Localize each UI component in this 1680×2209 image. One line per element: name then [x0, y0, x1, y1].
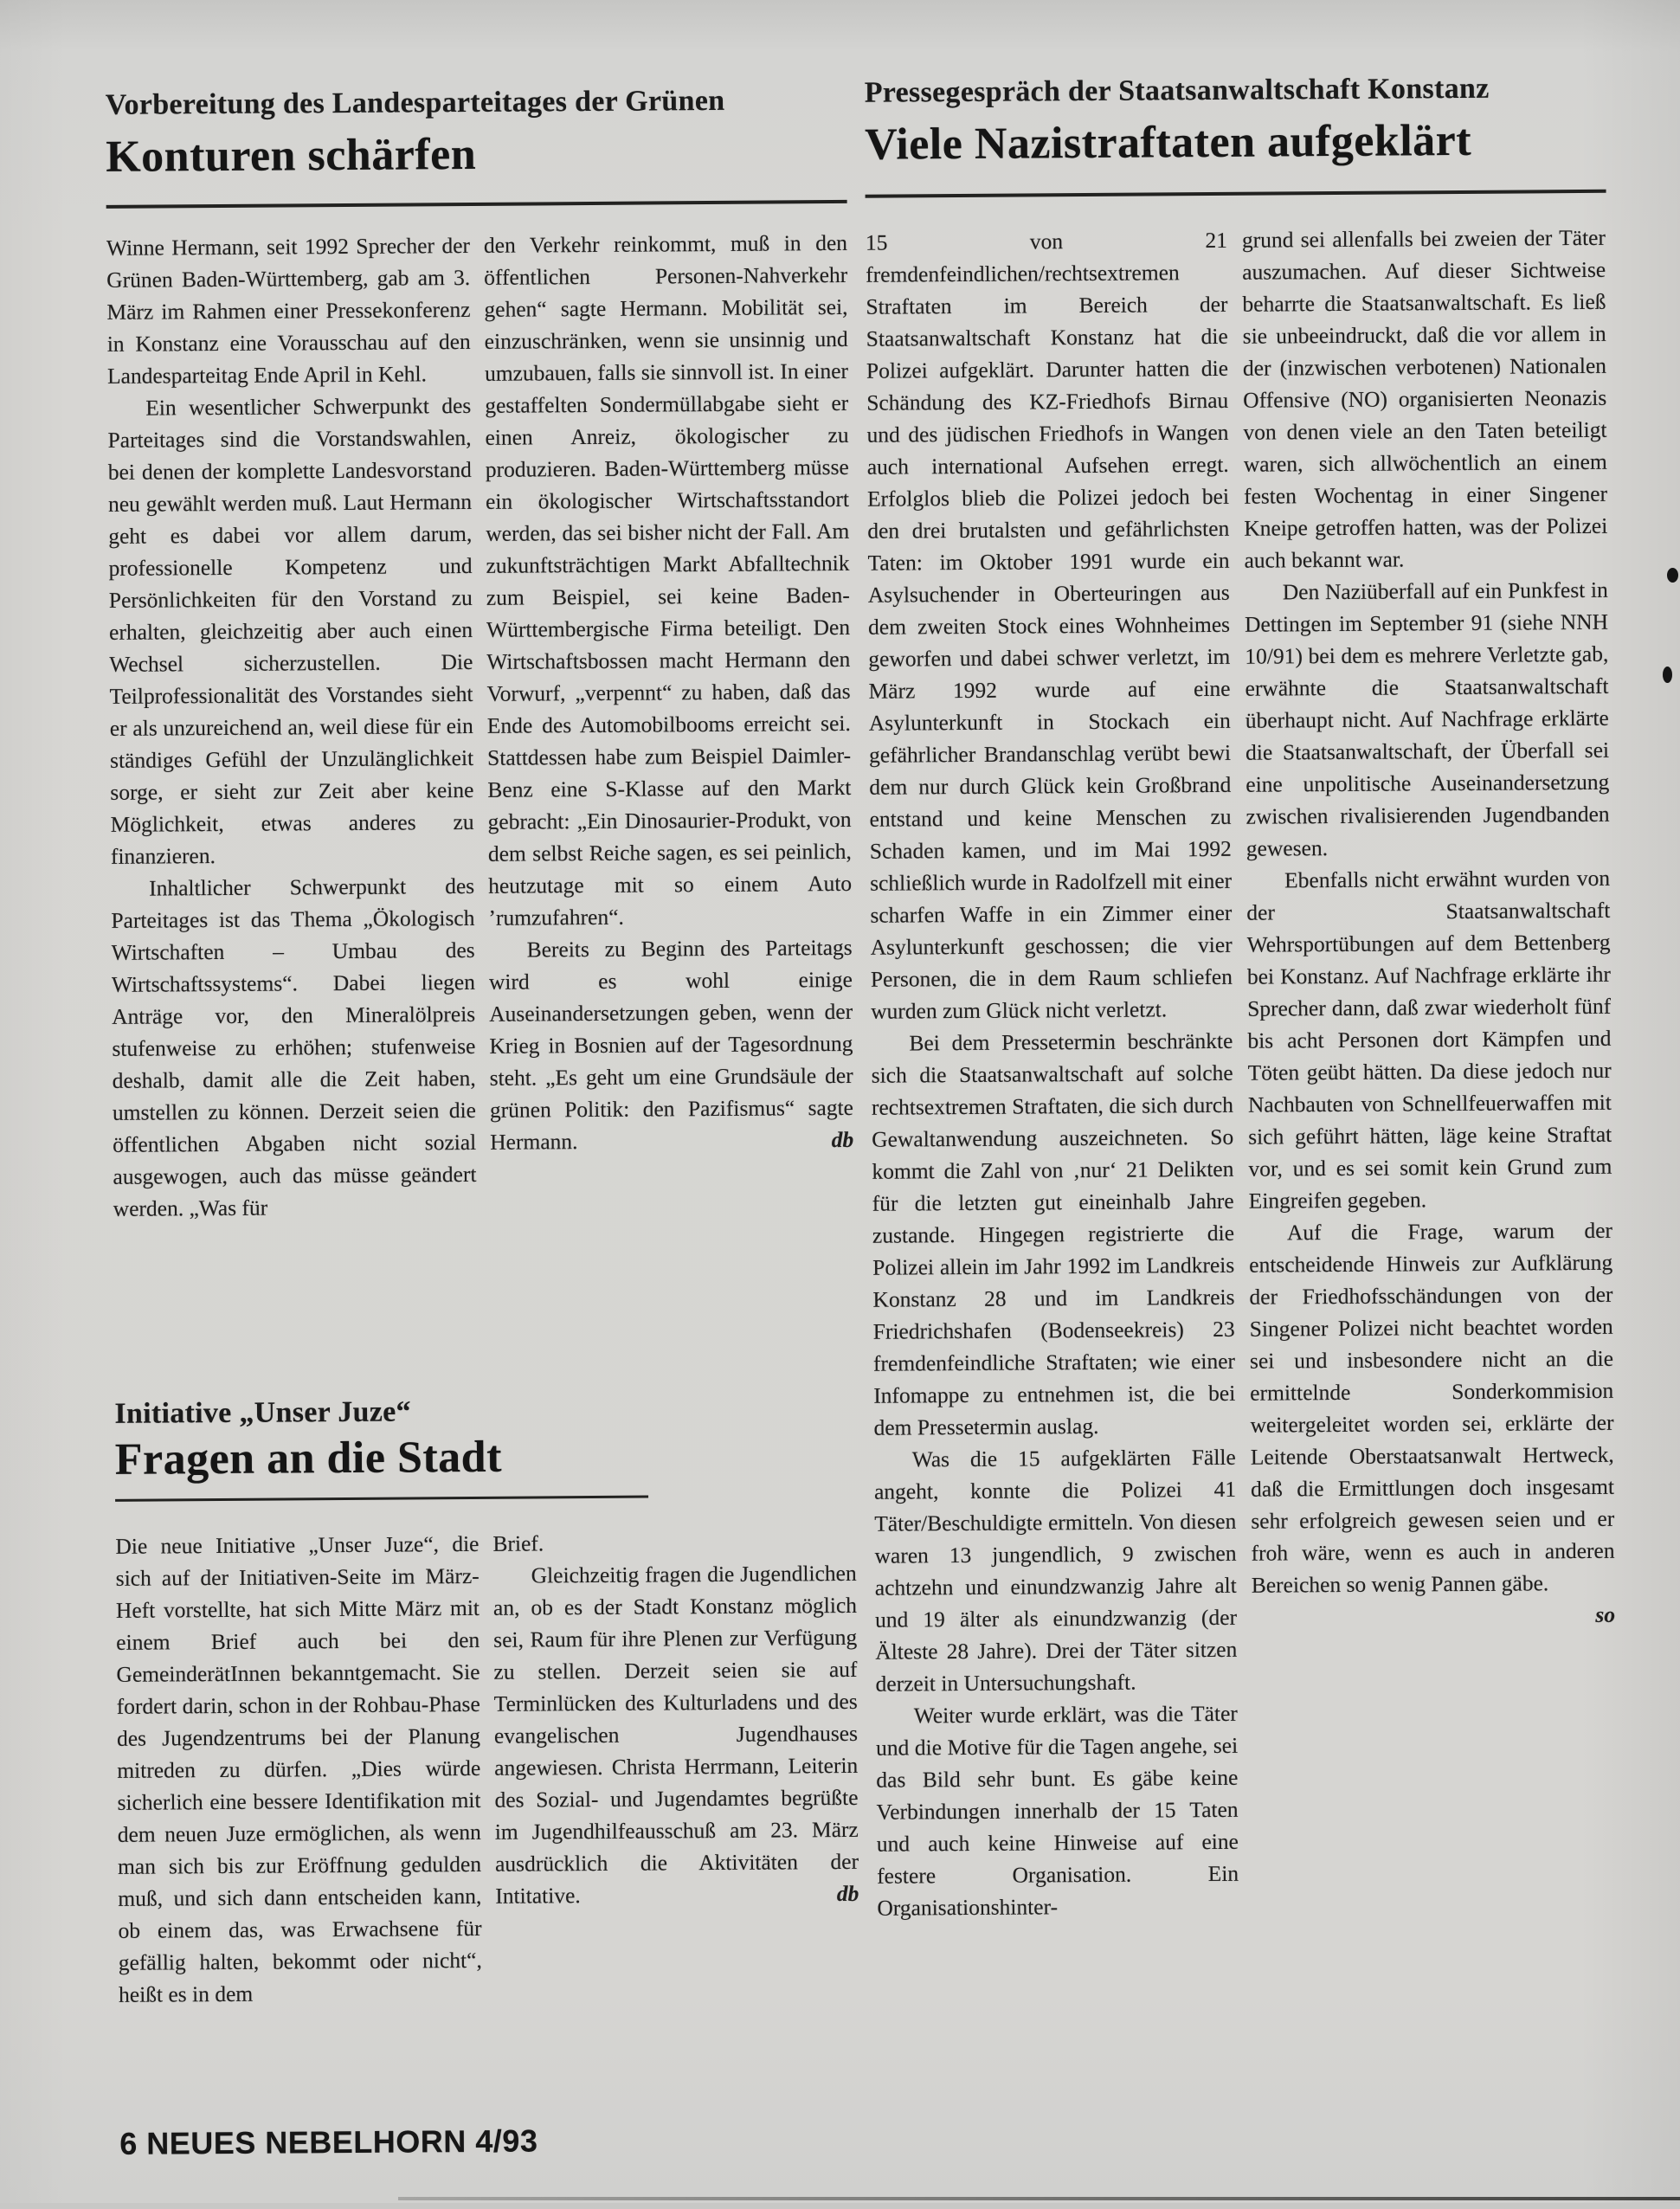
- article2-headline-rule: [866, 190, 1606, 198]
- article1-headline-rule: [106, 200, 847, 209]
- author-initials: so: [1595, 1601, 1616, 1627]
- article1-column-2: [484, 227, 855, 1355]
- paragraph: Weiter wurde erklärt, was die Täter und die Motive für die Tagen angehe, sei das Bild sehr bunt. Es gäbe keine Verbindungen innerhalb der 15 Taten und auch keine Hinweise auf eine festere Organisation. Ein Organisationshinter-: [876, 1700, 1239, 1921]
- author-initials: db: [836, 1880, 859, 1907]
- ink-speck: [1667, 568, 1678, 583]
- paragraph: Den Naziüberfall auf ein Punkfest in Dettingen im September 91 (siehe NNH 10/91) bei dem es mehrere Verletzte gab, erwähnte die Staatsanwaltschaft überhaupt nicht. Auf Nachfrage erklärte die Staatsanwaltschaft, der Überfall sei eine unpolitische Auseinandersetzung zwischen rivalisierenden Jugendbanden gewesen.: [1244, 576, 1610, 861]
- article3-column-1: [115, 1528, 483, 2093]
- article1-headline: Konturen schärfen: [106, 129, 477, 182]
- paragraph: Winne Hermann, seit 1992 Sprecher der Grünen Baden-Württemberg, gab am 3. März im Rahmen einer Pressekonferenz in Konstanz eine Vorausschau auf den Landesparteitag Ende April in Kehl.: [106, 232, 471, 389]
- article2-headline: Viele Nazistraftaten aufgeklärt: [864, 115, 1472, 170]
- paragraph: 15 von 21 fremdenfeindlichen/rechtsextremen Straftaten im Bereich der Staatsanwaltschaft Konstanz hat die Polizei aufgeklärt. Darunter hatten die Schändung des KZ-Friedhofs Birnau und des jüdischen Friedhofs in Wangen auch international Aufsehen erregt. Erfolglos blieb die Polizei jedoch bei den drei brutalsten und gefährlichsten Taten: im Oktober 1991 wurde ein Asylsuchender in Oberteuringen aus dem zweiten Stock eines Wohnheimes geworfen und dabei schwer verletzt, im März 1992 wurde auf eine Asylunterkunft in Stockach ein gefährlicher Brandanschlag verübt bewi dem nur durch Glück kein Großbrand entstand und keine Menschen zu Schaden kamen, und im Mai 1992 schließlich wurde in Radolfzell mit einer scharfen Waffe in ein Zimmer einer Asylunterkunft geschossen; die vier Personen, die in dem Raum schliefen wurden zum Glück nicht verletzt.: [865, 227, 1233, 1024]
- paragraph: Brief.: [492, 1530, 544, 1556]
- paragraph: Gleichzeitig fragen die Jugendlichen an, ob es der Stadt Konstanz möglich sei, Raum für ihre Plenen zur Verfügung zu stellen. Derzeit seien sie auf Terminlücken des Kulturladens und des evangelischen Jugendhauses angewiesen. Christa Herrmann, Leiterin des Sozial- und Jugendamtes begrüßte im Jugendhilfeausschuß am 23. März ausdrücklich die Aktivitäten der Intitative. db: [492, 1560, 859, 1909]
- article3-headline-rule: [115, 1496, 648, 1502]
- article1-kicker: Vorbereitung des Landesparteitages der Grünen: [105, 84, 725, 121]
- page-footer: 6 NEUES NEBELHORN 4/93: [119, 2122, 538, 2161]
- article2-column-2: [1242, 222, 1619, 2038]
- paragraph: Inhaltlicher Schwerpunkt des Parteitages ist das Thema „Ökologisch Wirtschaften – Umbau des Wirtschaftssystems“. Dabei liegen Anträge vor, den Mineralölpreis stufenweise zu erhöhen; stufenweise deshalb, damit alle die Zeit haben, umstellen zu können. Derzeit seien die öffentlichen Abgaben nicht sozial ausgewogen, auch das müsse geändert werden. „Was für: [111, 873, 477, 1221]
- author-initials: db: [831, 1126, 854, 1153]
- paragraph: den Verkehr reinkommt, muß in den öffentlichen Personen-Nahverkehr gehen“ sagte Hermann. Mobilität sei, einzuschränken, wenn sie unsinnig und umzubauen, falls sie sinnvoll ist. In einer gestaffelten Sondermüllabgabe sieht er einen Anreiz, ökologischer zu produzieren. Baden-Württemberg müsse ein ökologischer Wirtschaftsstandort werden, das sei bisher nicht der Fall. Am zukunftsträchtigen Markt Abfalltechnik zum Beispiel, sei keine Baden-Württembergische Firma beteiligt. Den Wirtschaftsbossen macht Hermann den Vorwurf, „verpennt“ zu haben, daß das Ende des Automobilbooms erreicht sei. Stattdessen habe zum Beispiel Daimler-Benz eine S-Klasse auf den Markt gebracht: „Ein Dinosaurier-Produkt, von dem selbst Reiche sagen, es sei peinlich, heutzutage mit so einem Auto ’rumzufahren“.: [483, 229, 853, 931]
- paragraph: Ein wesentlicher Schwerpunkt des Parteitages sind die Vorstandswahlen, bei denen der komplette Landesvorstand neu gewählt werden muß. Laut Hermann geht es dabei vor allem darum, professionelle Kompetenz und Persönlichkeiten für den Vorstand zu erhalten, gleichzeitig aber auch einen Wechsel sicherzustellen. Die Teilprofessionalität des Vorstandes sieht er als unzureichend an, weil diese für ein ständiges Gefühl der Unzulänglichkeit sorge, er sieht zur Zeit aber keine Möglichkeit, etwas anderes zu finanzieren.: [107, 392, 474, 869]
- article1-column-1: [106, 229, 478, 1357]
- paragraph: Ebenfalls nicht erwähnt wurden von der Staatsanwaltschaft Wehrsportübungen auf dem Bettenberg bei Konstanz. Auf Nachfrage erklärte ihr Sprecher dann, daß zwar wiederholt fünf bis acht Personen dort Kämpfen und Töten geübt hätten. Da diese jedoch nur Nachbauten von Schnellfeuerwaffen mit sich geführt hätten, läge keine Straftat vor, und es sei somit kein Grund zum Eingreifen gegeben.: [1246, 865, 1612, 1214]
- article2-kicker: Pressegespräch der Staatsanwaltschaft Konstanz: [864, 72, 1490, 109]
- article2-column-1: [866, 224, 1240, 2040]
- paragraph: Die neue Initiative „Unser Juze“, die sich auf der Initiativen-Seite im März-Heft vorstellte, hat sich Mitte März mit einem Brief auch bei den GemeinderätInnen bekanntgemacht. Sie fordert darin, schon in der Rohbau-Phase des Jugendzentrums bei der Planung mitreden zu dürfen. „Dies würde sicherlich eine bessere Identifikation mit dem neuen Juze ermöglichen, als wenn man sich bis zur Eröffnung gedulden muß, und sich dann entscheiden kann, ob einem das, was Erwachsene für gefällig halten, bekommt oder nicht“, heißt es in dem: [115, 1530, 482, 2007]
- paragraph: grund sei allenfalls bei zweien der Täter auszumachen. Auf dieser Sichtweise beharrte die Staatsanwaltschaft. Es ließ sie unbeeindruckt, daß die vor allem in der (inzwischen verbotenen) Nationalen Offensive (NO) organisierten Neonazis von denen viele an den Taten beteiligt waren, sich allwöchentlich an einem festen Wochentag in einer Singener Kneipe getroffen hatten, was der Polizei auch bekannt war.: [1241, 224, 1608, 573]
- paragraph: Auf die Frage, warum der entscheidende Hinweis zur Aufklärung der Friedhofsschändungen von der Singener Polizei nicht beachtet worden sei und insbesondere nicht an die ermittelnde Sonderkommision weitergeleitet worden sei, erklärte der Leitende Oberstaatsanwalt Hertweck, daß die Ermittlungen doch insgesamt sehr erfolgreich gewesen seien und er froh wäre, wenn es auch in anderen Bereichen so wenig Pannen gäbe. so: [1249, 1214, 1615, 1601]
- article3-column-2: [492, 1525, 860, 2090]
- paragraph: Bereits zu Beginn des Parteitags wird es wohl einige Auseinandersetzungen geben, wenn der Krieg in Bosnien auf der Tagesordnung steht. „Es geht um eine Grundsäule der grünen Politik: den Pazifismus“ sagte Hermann. db: [488, 934, 854, 1155]
- article3-headline: Fragen an die Stadt: [114, 1432, 503, 1484]
- article3-kicker: Initiative „Unser Juze“: [114, 1395, 411, 1430]
- scan-edge-shadow: [398, 2197, 1680, 2200]
- paragraph: Bei dem Pressetermin beschränkte sich die Staatsanwaltschaft auf solche rechtsextremen Straftaten, die sich durch Gewaltanwendung auszeichneten. So kommt die Zahl von ‚nur‘ 21 Delikten für die letzten gut eineinhalb Jahre zustande. Hingegen registrierte die Polizei allein im Jahr 1992 im Landkreis Konstanz 28 und im Landkreis Friedrichshafen (Bodenseekreis) 23 fremdenfeindliche Straftaten; wie einer Infomappe zu entnehmen ist, die bei dem Pressetermin auslag.: [871, 1027, 1236, 1440]
- paragraph: Was die 15 aufgeklärten Fälle angeht, konnte die Polizei 41 Täter/Beschuldigte ermitteln. Von diesen waren 13 jungendlich, 9 zwischen achtzehn und einundzwanzig Jahre alt und 19 älter als einundzwanzig (der Älteste 28 Jahre). Drei der Täter sitzen derzeit in Untersuchungshaft.: [873, 1444, 1238, 1697]
- ink-speck: [1663, 667, 1672, 683]
